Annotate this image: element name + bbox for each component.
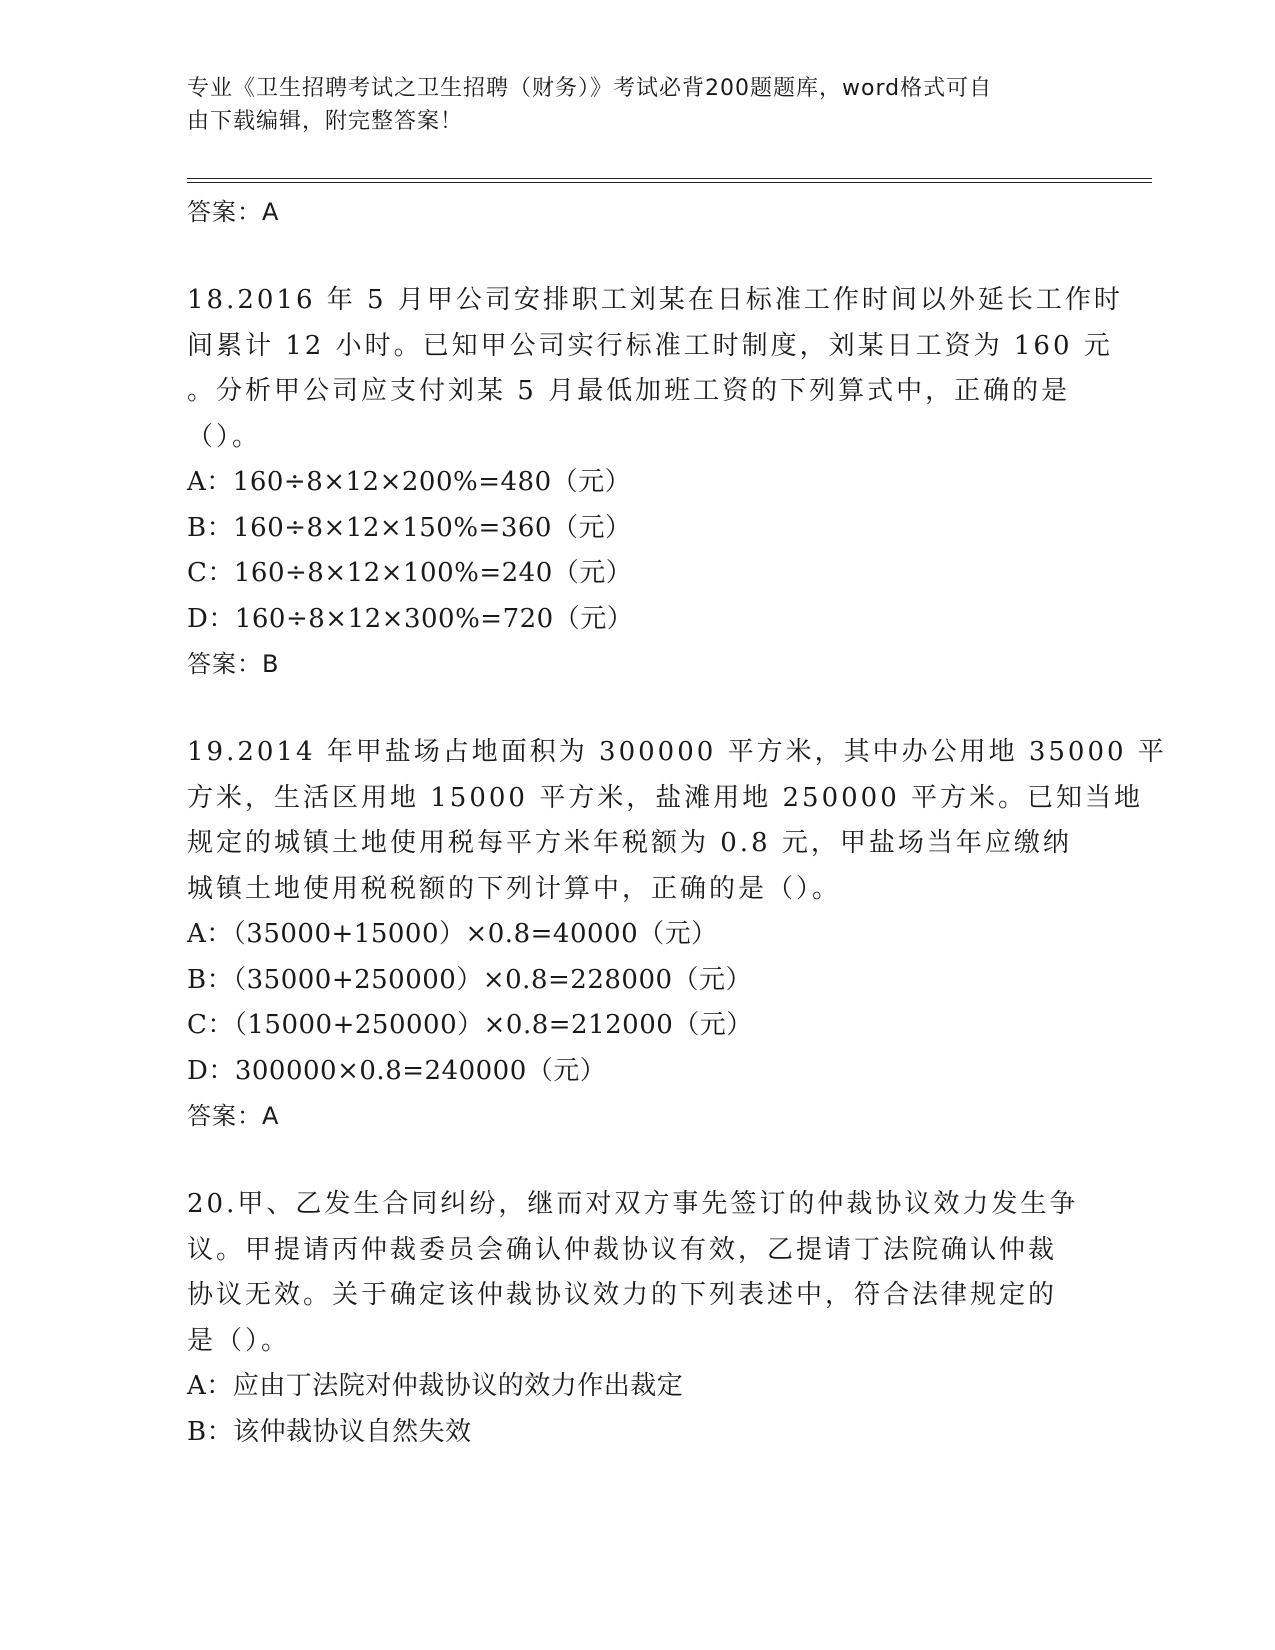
page-header [187, 72, 1067, 138]
option-b: B：160÷8×12×150%=360（元） [187, 512, 632, 543]
header-line-1: 专业《卫生招聘考试之卫生招聘（财务）》考试必背200题题库，word格式可自 [187, 76, 993, 101]
answer-line: 答案：B [187, 650, 280, 678]
answer-line: 答案：A [187, 1102, 280, 1130]
question-stem-line: 20.甲、乙发生合同纠纷，继而对双方事先签订的仲裁协议效力发生争 [187, 1189, 1079, 1219]
question-stem-line: 是（）。 [187, 1325, 291, 1356]
question-stem-line: 方米，生活区用地 15000 平方米，盐滩用地 250000 平方米。已知当地 [187, 782, 1144, 813]
answer-line: 答案：A [187, 198, 280, 226]
option-a: A：160÷8×12×200%=480（元） [187, 467, 632, 497]
option-b: B：（35000+250000）×0.8=228000（元） [187, 964, 753, 995]
question-stem-line: 规定的城镇土地使用税每平方米年税额为 0.8 元，甲盐场当年应缴纳 [187, 828, 1072, 858]
document-body [187, 190, 1167, 1455]
option-c: C：160÷8×12×100%=240（元） [187, 558, 633, 588]
question-stem-line: 。分析甲公司应支付刘某 5 月最低加班工资的下列算式中，正确的是 [187, 376, 1071, 406]
header-divider [187, 178, 1152, 183]
option-c: C：（15000+250000）×0.8=212000（元） [187, 1010, 753, 1040]
question-19 [187, 730, 1167, 1139]
option-b: B：该仲裁协议自然失效 [187, 1416, 472, 1447]
option-d: D：160÷8×12×300%=720（元） [187, 603, 634, 634]
option-a: A：应由丁法院对仲裁协议的效力作出裁定 [187, 1371, 684, 1401]
question-stem-line: 18.2016 年 5 月甲公司安排职工刘某在日标准工作时间以外延长工作时 [187, 285, 1123, 315]
question-stem-line: 19.2014 年甲盐场占地面积为 300000 平方米，其中办公用地 35000 平 [187, 737, 1167, 767]
question-20 [187, 1182, 1087, 1455]
question-stem-line: 协议无效。关于确定该仲裁协议效力的下列表述中，符合法律规定的 [187, 1280, 1058, 1310]
question-stem-line: 间累计 12 小时。已知甲公司实行标准工时制度，刘某日工资为 160 元 [187, 330, 1113, 361]
header-line-2: 由下载编辑，附完整答案！ [187, 109, 464, 134]
question-stem-line: 议。甲提请丙仲裁委员会确认仲裁协议有效，乙提请丁法院确认仲裁 [187, 1234, 1058, 1265]
option-a: A：（35000+15000）×0.8=40000（元） [187, 919, 718, 949]
question-stem-line: 城镇土地使用税税额的下列计算中，正确的是（）。 [187, 873, 842, 904]
question-18 [187, 278, 1123, 687]
option-d: D：300000×0.8=240000（元） [187, 1055, 607, 1086]
question-stem-line: （）。 [187, 421, 262, 452]
